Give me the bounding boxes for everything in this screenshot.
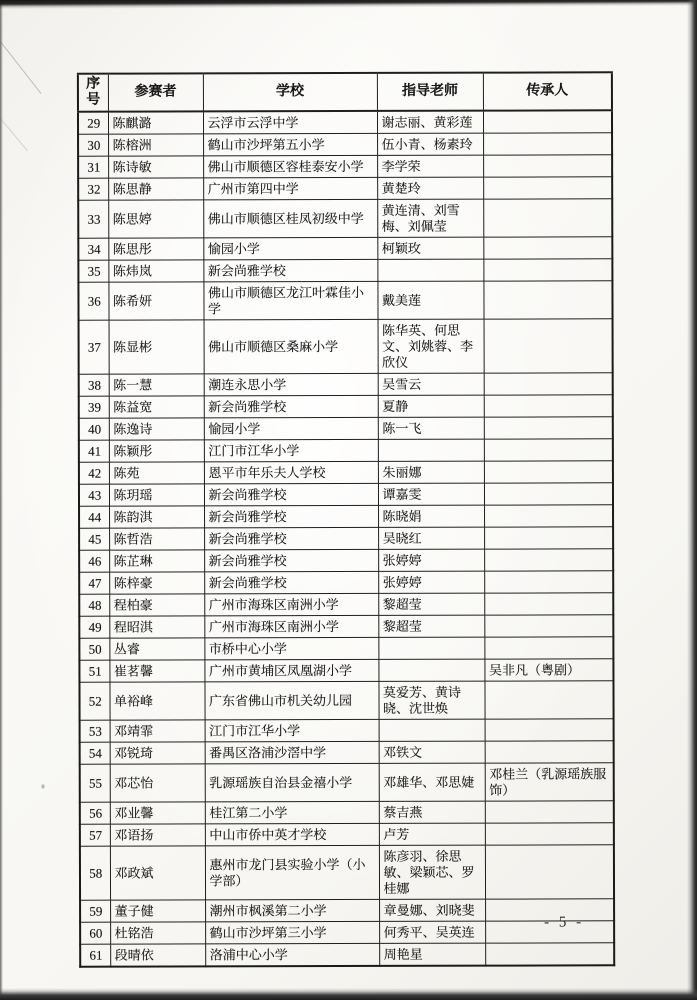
cell-teachers: 陈华英、何思文、刘姚蓉、李欣仪	[378, 319, 484, 373]
cell-teachers: 蔡吉燕	[379, 801, 485, 823]
cell-inheritor	[483, 177, 612, 199]
cell-no: 42	[79, 462, 109, 484]
cell-inheritor	[484, 637, 613, 659]
cell-name: 邓业馨	[110, 802, 205, 824]
cell-school: 佛山市顺德区桂凤初级中学	[203, 199, 377, 237]
cell-inheritor	[483, 237, 612, 259]
cell-name: 陈显彬	[109, 320, 204, 374]
cell-no: 54	[80, 742, 110, 764]
cell-name: 陈麒潞	[108, 111, 203, 134]
cell-name: 陈思静	[108, 178, 203, 200]
cell-name: 邓语扬	[110, 824, 205, 846]
cell-no: 52	[79, 682, 109, 720]
cell-name: 陈梓豪	[109, 572, 204, 594]
table-row	[80, 763, 614, 802]
cell-school: 市桥中心小学	[204, 637, 378, 659]
cell-name: 杜铭浩	[110, 922, 205, 944]
cell-teachers: 夏静	[378, 395, 484, 417]
cell-teachers: 黄楚玲	[377, 177, 483, 199]
cell-teachers: 柯颖玫	[377, 237, 483, 259]
cell-teachers	[377, 259, 483, 281]
table-row	[79, 527, 613, 550]
cell-no: 33	[78, 200, 108, 238]
cell-inheritor	[484, 395, 613, 417]
cell-name: 邓靖霏	[110, 720, 205, 742]
cell-name: 陈炜岚	[108, 260, 203, 282]
table-row	[80, 943, 614, 967]
cell-name: 崔茗馨	[109, 660, 204, 682]
scan-speck	[41, 784, 45, 789]
cell-name: 陈思彤	[108, 238, 203, 260]
cell-no: 36	[78, 282, 108, 320]
cell-name: 丛睿	[109, 638, 204, 660]
cell-school: 愉园小学	[204, 417, 378, 439]
cell-school: 洛浦中心小学	[205, 943, 379, 966]
cell-school: 江门市江华小学	[204, 439, 378, 461]
cell-school: 愉园小学	[203, 237, 377, 259]
cell-teachers: 陈彦羽、徐思敏、梁颖芯、罗桂娜	[379, 845, 485, 899]
cell-no: 35	[78, 260, 108, 282]
cell-name: 陈榕洲	[108, 134, 203, 156]
table-row	[79, 593, 613, 616]
cell-inheritor	[484, 373, 613, 395]
cell-teachers: 陈晓娟	[378, 505, 484, 527]
cell-school: 广州市海珠区南洲小学	[204, 615, 378, 637]
cell-school: 新会尚雅学校	[204, 549, 378, 571]
cell-school: 新会尚雅学校	[203, 259, 377, 281]
cell-inheritor	[485, 823, 614, 845]
cell-inheritor	[483, 259, 612, 281]
cell-inheritor	[485, 801, 614, 823]
table-row	[79, 637, 613, 660]
table-body	[78, 110, 614, 966]
cell-no: 38	[79, 374, 109, 396]
cell-teachers: 邓雄华、邓思婕	[379, 763, 485, 801]
cell-no: 43	[79, 484, 109, 506]
cell-name: 单裕峰	[109, 682, 204, 720]
cell-school: 桂江第二小学	[205, 801, 379, 823]
cell-inheritor	[485, 845, 614, 899]
column-header: 传承人	[483, 72, 612, 110]
cell-teachers	[378, 637, 484, 659]
table-row	[79, 659, 613, 682]
cell-inheritor	[485, 943, 614, 966]
cell-teachers: 张婷婷	[378, 571, 484, 593]
table-row	[79, 505, 613, 528]
cell-name: 程昭淇	[109, 616, 204, 638]
table-row	[79, 461, 613, 484]
cell-school: 新会尚雅学校	[204, 395, 378, 417]
cell-inheritor	[484, 319, 613, 373]
cell-no: 57	[80, 824, 110, 846]
cell-no: 47	[79, 572, 109, 594]
cell-inheritor	[483, 110, 612, 133]
scan-edge-right	[687, 0, 697, 1000]
cell-teachers: 何秀平、吴英连	[379, 921, 485, 943]
cell-no: 55	[80, 764, 110, 802]
table-row	[79, 549, 613, 572]
cell-school: 佛山市顺德区龙江叶霖佳小学	[203, 281, 377, 319]
cell-no: 49	[79, 616, 109, 638]
table-row	[79, 417, 613, 440]
cell-teachers: 黄连清、刘雪梅、刘佩莹	[377, 199, 483, 237]
cell-school: 潮州市枫溪第二小学	[205, 899, 379, 921]
cell-no: 58	[80, 846, 110, 900]
table-row	[78, 259, 612, 282]
table-row	[79, 373, 613, 396]
cell-no: 32	[78, 178, 108, 200]
cell-school: 新会尚雅学校	[204, 505, 378, 527]
table-row	[80, 719, 614, 742]
cell-no: 45	[79, 528, 109, 550]
cell-school: 广东省佛山市机关幼儿园	[204, 681, 378, 719]
cell-name: 陈苑	[109, 462, 204, 484]
cell-teachers: 朱丽娜	[378, 461, 484, 483]
cell-teachers: 陈一飞	[378, 417, 484, 439]
cell-inheritor	[484, 593, 613, 615]
cell-teachers: 卢芳	[379, 823, 485, 845]
cell-name: 邓锐琦	[110, 742, 205, 764]
cell-name: 陈韵淇	[109, 506, 204, 528]
page-number: - 5 -	[544, 914, 585, 931]
cell-inheritor	[485, 741, 614, 763]
cell-school: 广州市黄埔区凤凰湖小学	[204, 659, 378, 681]
cell-inheritor	[484, 417, 613, 439]
cell-inheritor: 吴非凡（粤剧）	[484, 659, 613, 681]
cell-inheritor	[484, 505, 613, 527]
cell-school: 江门市江华小学	[205, 719, 379, 741]
cell-inheritor: 邓桂兰（乳源瑶族服饰）	[485, 763, 614, 801]
cell-school: 惠州市龙门县实验小学（小学部）	[205, 845, 379, 899]
cell-teachers: 周艳星	[379, 943, 485, 966]
table-row	[79, 319, 613, 374]
cell-inheritor	[485, 719, 614, 741]
cell-teachers	[378, 659, 484, 681]
cell-school: 新会尚雅学校	[204, 571, 378, 593]
cell-teachers: 戴美莲	[377, 281, 483, 319]
cell-name: 邓政斌	[110, 846, 205, 900]
cell-inheritor	[484, 571, 613, 593]
cell-school: 广州市海珠区南洲小学	[204, 593, 378, 615]
cell-no: 46	[79, 550, 109, 572]
table-row	[80, 823, 614, 846]
table-row	[80, 845, 614, 900]
cell-school: 云浮市云浮中学	[203, 111, 377, 134]
cell-name: 段晴依	[110, 944, 205, 967]
cell-no: 61	[80, 944, 110, 967]
cell-teachers: 伍小青、杨素玲	[377, 133, 483, 155]
cell-school: 中山市侨中英才学校	[205, 823, 379, 845]
header-row	[78, 72, 612, 111]
cell-teachers: 谢志丽、黄彩莲	[377, 111, 483, 134]
cell-no: 50	[79, 638, 109, 660]
cell-teachers: 黎超莹	[378, 593, 484, 615]
cell-teachers: 吴晓红	[378, 527, 484, 549]
cell-inheritor	[483, 155, 612, 177]
cell-name: 陈玥瑶	[109, 484, 204, 506]
column-header: 序号	[78, 74, 108, 112]
cell-school: 鹤山市沙坪第三小学	[205, 921, 379, 943]
cell-name: 陈哲浩	[109, 528, 204, 550]
cell-no: 41	[79, 440, 109, 462]
cell-school: 新会尚雅学校	[204, 483, 378, 505]
cell-school: 佛山市顺德区桑麻小学	[204, 319, 378, 373]
table-row	[79, 615, 613, 638]
cell-inheritor	[484, 681, 613, 719]
cell-teachers	[379, 719, 485, 741]
cell-teachers: 张婷婷	[378, 549, 484, 571]
table-row	[80, 741, 614, 764]
cell-no: 51	[79, 660, 109, 682]
cell-school: 番禺区洛浦沙滘中学	[205, 741, 379, 763]
scan-edge-left	[0, 0, 3, 1000]
cell-inheritor	[484, 549, 613, 571]
cell-no: 60	[80, 922, 110, 944]
cell-school: 佛山市顺德区容桂泰安小学	[203, 155, 377, 177]
table-row	[79, 395, 613, 418]
cell-teachers: 章曼娜、刘晓斐	[379, 899, 485, 921]
cell-teachers: 莫爱芳、黄诗晓、沈世焕	[378, 681, 484, 719]
cell-name: 陈一慧	[109, 374, 204, 396]
cell-name: 陈思婷	[108, 200, 203, 238]
cell-name: 董子健	[110, 900, 205, 922]
cell-inheritor	[484, 527, 613, 549]
table-row	[80, 921, 614, 944]
cell-name: 陈芷琳	[109, 550, 204, 572]
table-row	[78, 281, 612, 320]
cell-teachers: 邓铁文	[379, 741, 485, 763]
cell-no: 53	[80, 720, 110, 742]
cell-no: 59	[80, 900, 110, 922]
cell-school: 恩平市年乐夫人学校	[204, 461, 378, 483]
table-header	[78, 72, 612, 111]
table-row	[80, 801, 614, 824]
table-row	[79, 483, 613, 506]
cell-inheritor	[484, 461, 613, 483]
cell-inheritor	[483, 133, 612, 155]
cell-name: 邓芯怡	[110, 764, 205, 802]
table-row	[79, 571, 613, 594]
cell-school: 广州市第四中学	[203, 177, 377, 199]
cell-no: 39	[79, 396, 109, 418]
cell-name: 陈希妍	[108, 282, 203, 320]
cell-no: 31	[78, 156, 108, 178]
cell-name: 程柏豪	[109, 594, 204, 616]
cell-name: 陈逸诗	[109, 418, 204, 440]
column-header: 指导老师	[377, 73, 483, 111]
cell-no: 56	[80, 802, 110, 824]
table-row	[79, 439, 613, 462]
cell-name: 陈益宽	[109, 396, 204, 418]
table-row	[78, 199, 612, 238]
table-row	[78, 133, 612, 156]
cell-name: 陈颖彤	[109, 440, 204, 462]
cell-teachers: 李学荣	[377, 155, 483, 177]
cell-no: 44	[79, 506, 109, 528]
participants-table	[77, 71, 615, 967]
cell-school: 新会尚雅学校	[204, 527, 378, 549]
cell-no: 34	[78, 238, 108, 260]
cell-teachers: 谭嘉雯	[378, 483, 484, 505]
cell-school: 鹤山市沙坪第五小学	[203, 133, 377, 155]
cell-inheritor	[483, 199, 612, 237]
table-row	[79, 681, 613, 720]
cell-teachers: 吴雪云	[378, 373, 484, 395]
cell-no: 37	[79, 320, 109, 374]
cell-no: 29	[78, 112, 108, 135]
table-row	[78, 177, 612, 200]
cell-school: 乳源瑶族自治县金禧小学	[205, 763, 379, 801]
cell-no: 48	[79, 594, 109, 616]
cell-school: 潮连永思小学	[204, 373, 378, 395]
table-row	[78, 110, 612, 134]
cell-inheritor	[484, 439, 613, 461]
cell-inheritor	[483, 281, 612, 319]
cell-inheritor	[484, 615, 613, 637]
cell-no: 40	[79, 418, 109, 440]
table-row	[80, 899, 614, 922]
table-row	[78, 155, 612, 178]
cell-name: 陈诗敏	[108, 156, 203, 178]
cell-no: 30	[78, 134, 108, 156]
cell-inheritor	[484, 483, 613, 505]
column-header: 参赛者	[108, 73, 203, 111]
column-header: 学校	[203, 73, 377, 111]
scan-edge-bottom	[0, 988, 697, 1000]
table-row	[78, 237, 612, 260]
cell-teachers	[378, 439, 484, 461]
cell-teachers: 黎超莹	[378, 615, 484, 637]
